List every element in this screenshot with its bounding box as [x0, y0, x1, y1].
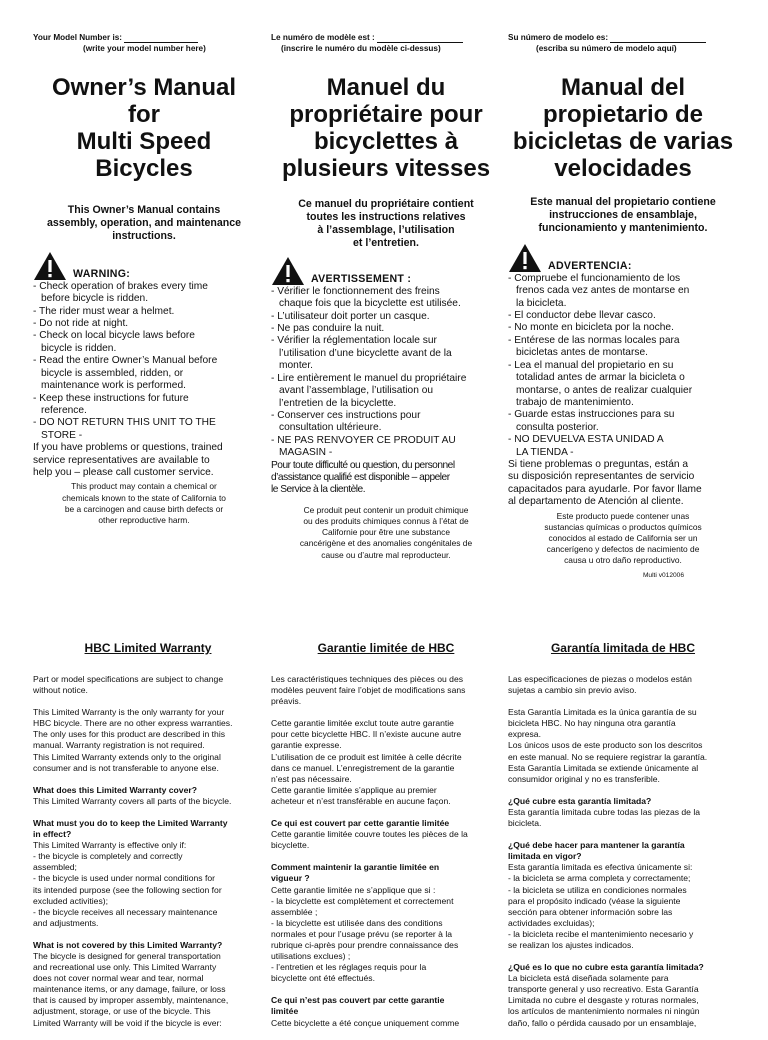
warranty-line: - l’entretien et les réglages requis pour la: [271, 962, 427, 973]
warranty-title: Garantía limitada de HBC: [550, 641, 696, 655]
warranty-line: - the bicycle is completely and correctly: [33, 851, 183, 862]
spanish-column: [508, 34, 738, 579]
title-line: Manuel du: [326, 73, 446, 101]
model-number-line: [508, 34, 738, 43]
warranty-spanish: [508, 641, 738, 1040]
warning-item: - Vérifier le fonctionnement des freins: [271, 285, 440, 297]
warranty-line: para el propósito indicado (véase la siguiente: [508, 895, 681, 906]
intro-line: et l’entretien.: [353, 236, 419, 249]
warranty-paragraph: [33, 785, 263, 807]
warranty-question: Comment maintenir la garantie limitée en vigueur ?: [271, 862, 440, 884]
california-chemical-notice: [508, 511, 738, 567]
warranty-line: pour cette bicyclette HBC. Il n’existe aucune autre: [271, 729, 462, 740]
warning-item: consulta posterior.: [516, 421, 599, 433]
warning-label: WARNING:: [73, 267, 131, 280]
warranty-line: garantie expresse.: [271, 740, 342, 751]
warning-item: - Lire entièrement le manuel du propriétaire: [271, 372, 467, 384]
warranty-line: bicicleta HBC. No hay ninguna otra garantía: [508, 718, 676, 729]
warning-header: [33, 249, 255, 281]
model-number-line: [271, 34, 501, 43]
warranty-line: The only uses for this product are described in this: [33, 729, 226, 740]
warranty-line: consumidor original y no es transferible.: [508, 773, 660, 784]
warranty-paragraph: [271, 674, 501, 707]
chem-line: cause ou d’autre mal reproducteur.: [321, 549, 451, 560]
intro-line: Este manual del propietario contiene: [530, 195, 716, 208]
english-column: [33, 34, 255, 526]
warranty-line: - la bicicleta recibe el mantenimiento necesario y: [508, 928, 694, 939]
warranty-line: without notice.: [33, 685, 88, 696]
warranty-line: adjustment, storage, or use of the bicycle. This: [33, 1006, 211, 1017]
warning-item: chaque fois que la bicyclette est utilisée.: [279, 298, 461, 310]
warranty-line: and adjustments.: [33, 917, 99, 928]
warning-item: reference.: [41, 404, 87, 416]
title-line: Owner’s Manual: [51, 73, 237, 101]
warranty-line: - the bicycle receives all necessary maintenance: [33, 906, 218, 917]
model-number-hint: (escriba su número de modelo aquí): [536, 44, 677, 53]
warranty-line: assemblée ;: [271, 906, 318, 917]
help-line: d’assistance qualifié est disponible – appeler: [271, 471, 450, 483]
warranty-question: What does this Limited Warranty cover?: [33, 784, 197, 795]
warranty-paragraph: [271, 718, 501, 807]
warranty-paragraph: [508, 840, 738, 951]
warranty-paragraph: [508, 707, 738, 785]
warning-triangle-icon: [508, 243, 542, 273]
warranty-line: Cette garantie limitée exclut toute autre garantie: [271, 718, 454, 729]
warranty-line: Les caractéristiques techniques des pièces ou des: [271, 674, 464, 684]
intro-text: [271, 198, 501, 250]
warranty-line: bicyclette.: [271, 840, 310, 851]
help-line: capacitados para ayudarle. Por favor llame: [508, 483, 702, 495]
california-chemical-notice: [271, 505, 501, 561]
warranty-line: Cette garantie limitée couvre toutes les pièces de la: [271, 829, 468, 840]
warranty-line: maintenance items, or any damage, failure, or loss: [33, 984, 226, 995]
warning-item: l’utilisation d’une bicyclette avant de la: [279, 347, 452, 359]
warning-item: - Conserver ces instructions pour: [271, 409, 421, 421]
warranty-line: assembled;: [33, 862, 77, 873]
customer-service-note: [271, 460, 501, 497]
warning-triangle-icon: [271, 256, 305, 286]
warranty-question: ¿Qué es lo que no cubre esta garantía limitada?: [508, 962, 704, 973]
warning-item: - Keep these instructions for future: [33, 392, 189, 404]
warning-list: [271, 286, 501, 460]
warranty-paragraph: [271, 818, 501, 851]
chem-line: Este producto puede contener unas: [556, 510, 690, 521]
model-number-blank: [377, 34, 463, 43]
title-line: Multi Speed: [76, 127, 212, 155]
warranty-line: This Limited Warranty covers all parts of the bicycle.: [33, 795, 232, 806]
warranty-line: bicicleta.: [508, 818, 542, 829]
warning-item: - Check operation of brakes every time: [33, 280, 208, 292]
warranty-line: normales et pour l’usage prévu (se reporter à la: [271, 928, 453, 939]
intro-line: Ce manuel du propriétaire contient: [298, 197, 474, 210]
warning-item: bicycle is assembled, ridden, or: [41, 367, 184, 379]
model-number-line: [33, 34, 255, 43]
customer-service-note: [33, 442, 255, 479]
warranty-title: HBC Limited Warranty: [84, 641, 212, 655]
warranty-line: Limited Warranty will be void if the bicycle is ever:: [33, 1017, 222, 1028]
warranty-question: What is not covered by this Limited Warranty?: [33, 939, 223, 950]
warranty-question: Ce qui est couvert par cette garantie limitée: [271, 818, 450, 829]
warranty-line: The bicycle is designed for general transportation: [33, 950, 221, 961]
customer-service-note: [508, 459, 738, 509]
title-line: bicicletas de varias: [512, 127, 734, 155]
manual-title: [508, 74, 738, 182]
intro-line: instructions.: [112, 229, 176, 242]
warranty-line: Cette bicyclette a été conçue uniquement comme: [271, 1017, 460, 1028]
help-line: Si tiene problemas o preguntas, están a: [508, 458, 689, 470]
warranty-paragraph: [271, 862, 501, 984]
warranty-line: Esta garantía limitada es efectiva únicamente si:: [508, 862, 693, 873]
help-line: su disposición representantes de servicio: [508, 471, 695, 483]
warning-item: - Compruebe el funcionamiento de los: [508, 272, 681, 284]
chem-line: cancérigène et des anomalies congénitales de: [299, 538, 473, 549]
warning-item: - Lea el manual del propietario en su: [508, 359, 674, 371]
warranty-line: transporte general y uso recreativo. Esta Garantía: [508, 984, 699, 995]
warranty-line: dans ce manuel. L’enregistrement de la garantie: [271, 762, 455, 773]
warranty-line: that is caused by improper assembly, maintenance,: [33, 995, 229, 1006]
california-chemical-notice: [33, 481, 255, 526]
warning-item: - Guarde estas instrucciones para su: [508, 409, 675, 421]
chem-line: This product may contain a chemical or: [71, 481, 217, 492]
warranty-line: bicyclette ont été effectués.: [271, 973, 375, 984]
warranty-line: Los únicos usos de este producto son los descritos: [508, 740, 703, 751]
chem-line: be a carcinogen and cause birth defects or: [64, 503, 224, 514]
warranty-line: This Limited Warranty extends only to the original: [33, 751, 221, 762]
help-line: help you – please call customer service.: [33, 466, 214, 478]
french-column: [271, 34, 501, 561]
warning-item: - Vérifier la réglementation locale sur: [271, 335, 437, 347]
warning-item: - NO DEVUELVA ESTA UNIDAD A: [508, 434, 664, 446]
warranty-paragraph: [508, 962, 738, 1029]
warning-item: avant l’assemblage, l’utilisation ou: [279, 385, 434, 397]
help-line: le Service à la clientèle.: [271, 484, 366, 496]
warning-item: - L’utilisateur doit porter un casque.: [271, 310, 430, 322]
warranty-question: Ce qui n’est pas couvert par cette garantie limitée: [271, 995, 445, 1017]
warranty-line: Cette garantie limitée s’applique au premier: [271, 784, 437, 795]
warning-label: AVERTISSEMENT :: [311, 272, 412, 285]
warranty-line: - la bicicleta se utiliza en condiciones normales: [508, 884, 687, 895]
title-line: bicyclettes à: [313, 127, 459, 155]
warranty-line: - the bicycle is used under normal conditions for: [33, 873, 215, 884]
warning-label: ADVERTENCIA:: [548, 259, 632, 272]
warning-item: - Ne pas conduire la nuit.: [271, 323, 385, 335]
intro-line: assembly, operation, and maintenance: [46, 216, 242, 229]
warning-item: - Do not ride at night.: [33, 318, 129, 330]
warning-list: [33, 281, 255, 442]
warning-header: [271, 254, 501, 286]
chem-line: conocidos al estado de California ser un: [548, 532, 698, 543]
warning-item: consultation ultérieure.: [279, 422, 382, 434]
warranty-line: L’utilisation de ce produit est limitée à celle décrite: [271, 751, 462, 762]
title-line: propietario de: [542, 100, 704, 128]
warranty-line: - la bicyclette est complètement et correctement: [271, 895, 454, 906]
warning-item: totalidad antes de armar la bicicleta o: [516, 372, 685, 384]
warranty-line: - la bicyclette est utilisée dans des conditions: [271, 917, 443, 928]
help-line: Pour toute difficulté ou question, du personnel: [271, 459, 455, 471]
model-number-label: Su número de modelo es:: [508, 33, 609, 42]
warranty-line: expresa.: [508, 729, 541, 740]
warranty-line: utilisations exclues) ;: [271, 951, 351, 962]
warning-item: STORE -: [41, 429, 83, 441]
warranty-line: sujetas a cambio sin previo aviso.: [508, 685, 637, 696]
intro-line: toutes les instructions relatives: [306, 210, 466, 223]
warning-item: - DO NOT RETURN THIS UNIT TO THE: [33, 417, 216, 429]
help-line: service representatives are available to: [33, 454, 210, 466]
warning-item: montarse, o antes de realizar cualquier: [516, 384, 693, 396]
model-number-label: Le numéro de modèle est :: [271, 33, 375, 42]
intro-text: [508, 196, 738, 235]
warranty-line: sección para obtener información sobre las: [508, 906, 673, 917]
manual-title: [271, 74, 501, 182]
warranty-paragraph: [508, 674, 738, 696]
warning-item: - Entérese de las normas locales para: [508, 334, 680, 346]
intro-text: [33, 204, 255, 243]
warranty-question: What must you do to keep the Limited Warranty in effect?: [33, 817, 228, 840]
warranty-line: acheteur et n’est transférable en aucune façon.: [271, 795, 451, 806]
warning-list: [508, 273, 738, 459]
title-line: velocidades: [554, 154, 692, 182]
intro-line: instrucciones de ensamblaje,: [549, 208, 697, 221]
warning-item: bicycle is ridden.: [41, 342, 117, 354]
warranty-line: Cette garantie limitée ne s’applique que si :: [271, 884, 436, 895]
warning-item: - The rider must wear a helmet.: [33, 305, 175, 317]
intro-line: à l’assemblage, l’utilisation: [317, 223, 455, 236]
warranty-line: La bicicleta está diseñada solamente para: [508, 973, 669, 984]
warning-triangle-icon: [33, 251, 67, 281]
warranty-line: en este manual. No se requiere registrar la garantía.: [508, 751, 708, 762]
chem-line: ou des produits chimiques connus à l’état de: [303, 515, 469, 526]
warning-item: monter.: [279, 360, 313, 372]
title-line: propriétaire pour: [289, 100, 483, 128]
chem-line: Californie pour être une substance: [321, 527, 451, 538]
model-number-hint: (write your model number here): [83, 44, 206, 53]
intro-line: This Owner’s Manual contains: [67, 203, 221, 216]
warranty-line: n’est pas nécessaire.: [271, 773, 352, 784]
warranty-line: - la bicicleta se arma completa y correctamente;: [508, 873, 691, 884]
warning-item: before bicycle is ridden.: [41, 293, 149, 305]
title-line: plusieurs vitesses: [281, 154, 491, 182]
help-line: al departamento de Atención al cliente.: [508, 496, 684, 508]
warning-item: - NE PAS RENVOYER CE PRODUIT AU: [271, 434, 456, 446]
warranty-line: préavis.: [271, 696, 302, 707]
warning-item: frenos cada vez antes de montarse en: [516, 285, 690, 297]
title-line: Manual del: [560, 73, 686, 101]
warranty-line: rubrique ci-après pour prendre connaissance des: [271, 939, 459, 950]
warning-item: - No monte en bicicleta por la noche.: [508, 322, 674, 334]
warranty-line: Part or model specifications are subject to change: [33, 674, 224, 684]
warning-item: la bicicleta.: [516, 297, 567, 309]
warranty-line: se realizan los ajustes indicados.: [508, 939, 634, 950]
chem-line: causa u otro daño reproductivo.: [564, 555, 682, 566]
chem-line: other reproductive harm.: [98, 514, 190, 525]
help-line: If you have problems or questions, trained: [33, 442, 223, 454]
warranty-line: does not cover normal wear and tear, normal: [33, 973, 204, 984]
warning-item: bicicletas antes de montarse.: [516, 347, 648, 359]
warranty-line: Esta garantía limitada cubre todas las piezas de la: [508, 806, 701, 817]
warranty-line: los artículos de mantenimiento normales ni ningún: [508, 1006, 700, 1017]
warranty-paragraph: [508, 796, 738, 829]
model-number-label: Your Model Number is:: [33, 33, 123, 42]
warranty-paragraph: [33, 818, 263, 929]
warning-item: - Read the entire Owner’s Manual before: [33, 355, 218, 367]
chem-line: chemicals known to the state of California to: [62, 492, 226, 503]
warranty-line: This Limited Warranty is effective only if:: [33, 840, 187, 851]
warranty-paragraph: [33, 707, 263, 774]
warranty-line: excluded activities);: [33, 895, 108, 906]
warranty-title: Garantie limitée de HBC: [317, 641, 455, 655]
warranty-line: modèles peuvent faire l’objet de modifications sans: [271, 685, 466, 696]
model-number-hint: (inscrire le numéro du modèle ci-dessus): [281, 44, 441, 53]
warranty-line: its intended purpose (see the following section for: [33, 884, 222, 895]
warning-item: l’entretien de la bicyclette.: [279, 397, 397, 409]
warranty-paragraph: [33, 674, 263, 696]
intro-line: funcionamiento y mantenimiento.: [538, 221, 708, 234]
warning-header: [508, 241, 738, 273]
warranty-line: This Limited Warranty is the only warranty for your: [33, 707, 225, 718]
warning-item: MAGASIN -: [279, 447, 333, 459]
model-number-blank: [124, 34, 198, 43]
warranty-question: ¿Qué debe hacer para mantener la garantía limitada en vigor?: [508, 840, 685, 862]
warranty-paragraph: [33, 940, 263, 1029]
model-number-blank: [610, 34, 706, 43]
warning-item: LA TIENDA -: [516, 446, 574, 458]
warranty-line: manual. Warranty registration is not required.: [33, 740, 205, 751]
manual-title: [33, 74, 255, 182]
warning-item: - El conductor debe llevar casco.: [508, 310, 656, 322]
chem-line: sustancias químicas o productos químicos: [544, 521, 702, 532]
title-line: for: [128, 100, 160, 128]
warranty-line: Las especificaciones de piezas o modelos están: [508, 674, 692, 684]
warranty-line: Limitada no cubre el desgaste y roturas normales,: [508, 995, 699, 1006]
warranty-line: daño, fallo o pérdida causado por un ensamblaje,: [508, 1017, 697, 1028]
warranty-french: [271, 641, 501, 1040]
version-code: Multi v012006: [642, 571, 684, 579]
warranty-line: HBC bicycle. There are no other express warranties.: [33, 718, 233, 729]
warning-item: - Check on local bicycle laws before: [33, 330, 195, 342]
title-line: Bicycles: [95, 154, 193, 182]
warranty-question: ¿Qué cubre esta garantía limitada?: [508, 795, 652, 806]
warranty-line: Esta Garantía Limitada se extiende únicamente al: [508, 762, 699, 773]
chem-line: cancerígeno y defectos de nacimiento de: [546, 544, 700, 555]
warranty-line: and recreational use only. This Limited Warranty: [33, 962, 217, 973]
chem-line: Ce produit peut contenir un produit chimique: [303, 504, 469, 515]
warning-item: maintenance work is performed.: [41, 380, 186, 392]
warranty-line: actividades excluidas);: [508, 917, 595, 928]
warning-item: trabajo de mantenimiento.: [516, 396, 634, 408]
warranty-line: Esta Garantía Limitada es la única garantía de su: [508, 707, 697, 718]
warranty-english: [33, 641, 263, 1040]
warranty-line: consumer and is not transferable to anyone else.: [33, 762, 219, 773]
